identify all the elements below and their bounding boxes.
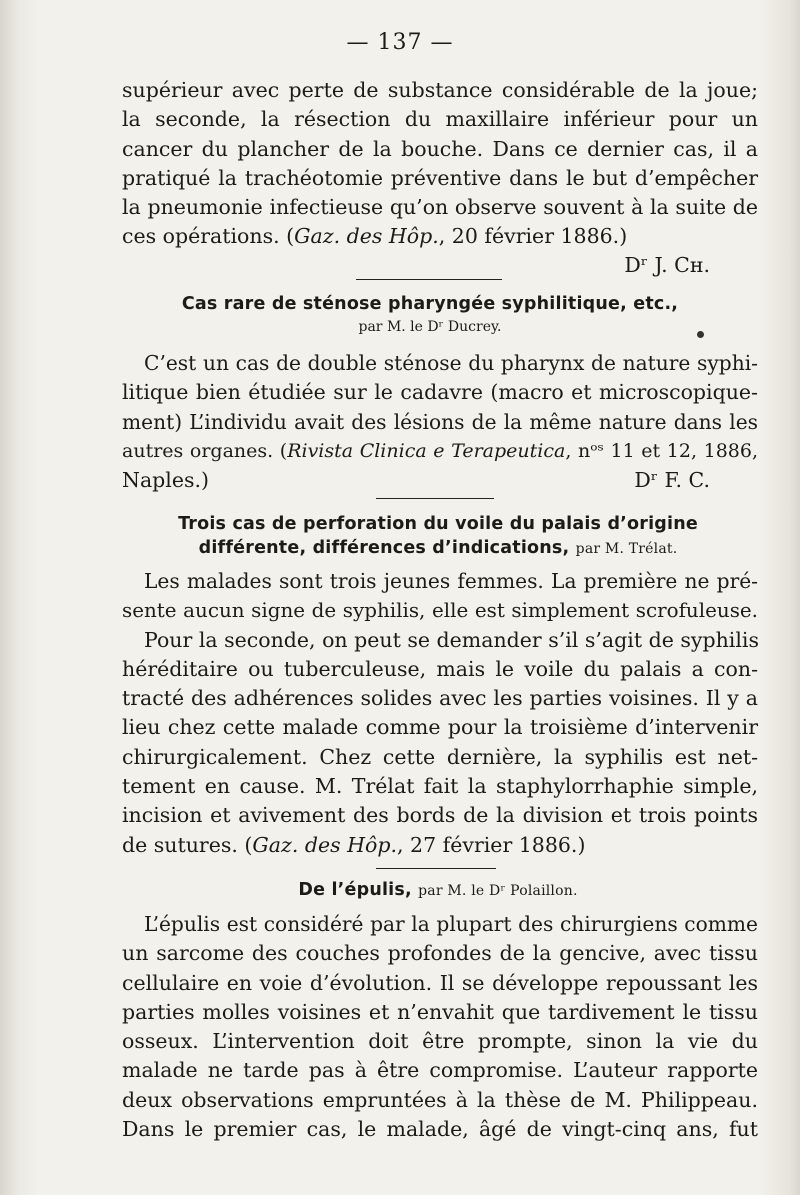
text-line: supérieur avec perte de substance considérable de la joue; xyxy=(122,78,758,102)
text-line: un sarcome des couches profondes de la gencive, avec tissu xyxy=(122,941,758,966)
article-title: Cas rare de sténose pharyngée syphilitique, etc., xyxy=(181,294,679,314)
text-line: de sutures. (Gaz. des Hôp., 27 février 1886.) xyxy=(122,832,586,857)
text-line: sente aucun signe de syphilis, elle est simplement scrofuleuse. xyxy=(122,599,758,623)
text-line: osseux. L’intervention doit être prompte, sinon la vie du xyxy=(122,1029,758,1054)
text-line: tracté des adhérences solides avec les parties voisines. Il y a xyxy=(122,686,758,711)
article-title: De l’épulis, par M. le Dʳ Polaillon. xyxy=(298,880,578,900)
text-line: héréditaire ou tuberculeuse, mais le voile du palais a con- xyxy=(122,656,758,681)
article-body xyxy=(122,567,758,860)
article-title-line-2: différente, différences d’indications, par M. Trélat. xyxy=(198,538,678,558)
source-citation: Rivista Clinica e Terapeutica xyxy=(287,439,566,462)
article1-signature-block xyxy=(540,466,710,495)
text-line: la pneumonie infectieuse qu’on observe souvent à la suite de xyxy=(122,195,758,220)
text-line: lieu chez cette malade comme pour la troisième d’intervenir xyxy=(122,715,758,740)
text-line: malade ne tarde pas à être compromise. L’auteur rapporte xyxy=(122,1058,758,1083)
article-byline: par M. Trélat. xyxy=(575,541,678,557)
signature: Dʳ J. Cʜ. xyxy=(624,253,710,277)
page-number: — 137 — xyxy=(346,30,454,55)
text-line: Pour la seconde, on peut se demander s’il s’agit de syphilis xyxy=(144,627,759,652)
text-line: Les malades sont trois jeunes femmes. La première ne pré- xyxy=(144,569,758,593)
intro-signature-block xyxy=(540,251,710,280)
text-line: cellulaire en voie d’évolution. Il se développe repoussant les xyxy=(122,970,758,995)
text-line: litique bien étudiée sur le cadavre (macro et microscopique- xyxy=(122,380,758,405)
text-line: ment) L’individu avait des lésions de la même nature dans les xyxy=(122,409,758,434)
text-line: cancer du plancher de la bouche. Dans ce dernier cas, il a xyxy=(122,136,758,161)
text-line: incision et avivement des bords de la division et trois points xyxy=(122,803,758,828)
text-line: tement en cause. M. Trélat fait la staphylorrhaphie simple, xyxy=(122,774,758,799)
section-divider xyxy=(376,868,496,869)
section-divider xyxy=(356,279,502,280)
source-citation: Gaz. des Hôp. xyxy=(294,224,439,249)
text-line: parties molles voisines et n’envahit que tardivement le tissu xyxy=(122,999,758,1024)
text-line: Dans le premier cas, le malade, âgé de vingt-cinq ans, fut xyxy=(122,1117,758,1142)
article-body xyxy=(122,910,758,1144)
article-byline: par M. le Dʳ Polaillon. xyxy=(418,883,578,899)
text-line: chirurgicalement. Chez cette dernière, la syphilis est net- xyxy=(122,744,758,769)
article-title: Trois cas de perforation du voile du palais d’origine xyxy=(178,514,698,534)
text-line: ces opérations. (Gaz. des Hôp., 20 février 1886.) xyxy=(122,224,628,249)
text-line: L’épulis est considéré par la plupart des chirurgiens comme xyxy=(144,912,758,936)
ink-spot xyxy=(697,331,704,338)
text-line: autres organes. (Rivista Clinica e Terapeutica, nᵒˢ 11 et 12, 1886, xyxy=(122,439,758,462)
text-line: deux observations empruntées à la thèse de M. Philippeau. xyxy=(122,1087,758,1112)
text-line: la seconde, la résection du maxillaire inférieur pour un xyxy=(122,107,758,132)
section-divider xyxy=(376,498,494,499)
signature: Dʳ F. C. xyxy=(634,468,710,492)
text-line: C’est un cas de double sténose du pharynx de nature syphi- xyxy=(144,351,758,375)
article-byline: par M. le Dʳ Ducrey. xyxy=(358,319,502,335)
source-citation: Gaz. des Hôp. xyxy=(252,832,398,857)
text-line: pratiqué la trachéotomie préventive dans le but d’empêcher xyxy=(122,165,758,190)
intro-paragraph xyxy=(122,76,758,252)
text-line: Naples.) xyxy=(122,468,210,493)
